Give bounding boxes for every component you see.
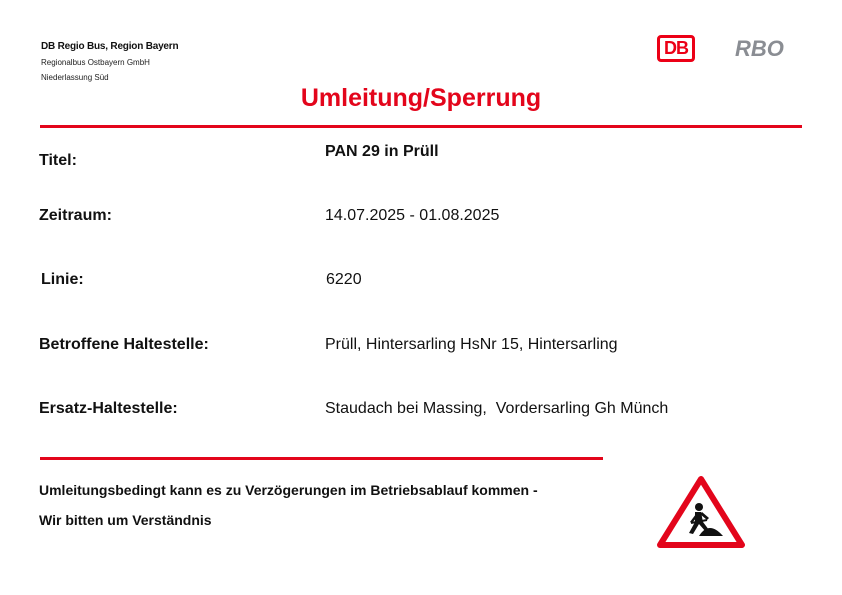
notice-line-1: Umleitungsbedingt kann es zu Verzögerungen im Betriebsablauf kommen - — [39, 482, 538, 498]
branch-name: Niederlassung Süd — [41, 73, 109, 82]
roadworks-warning-icon — [657, 476, 745, 548]
titel-label: Titel: — [39, 152, 77, 169]
company-name: DB Regio Bus, Region Bayern — [41, 41, 179, 52]
divider-top — [40, 125, 802, 128]
linie-value: 6220 — [326, 271, 362, 288]
linie-label: Linie: — [41, 271, 84, 288]
rbo-logo: RBO — [735, 36, 784, 61]
divider-middle — [40, 457, 603, 460]
page-title: Umleitung/Sperrung — [300, 84, 542, 112]
db-logo: DB — [657, 35, 695, 62]
ersatz-haltestelle-value: Staudach bei Massing, Vordersarling Gh Münch — [325, 400, 669, 417]
betroffene-haltestelle-value: Prüll, Hintersarling HsNr 15, Hintersarling — [325, 336, 618, 353]
notice-line-2: Wir bitten um Verständnis — [39, 512, 212, 528]
subsidiary-name: Regionalbus Ostbayern GmbH — [41, 58, 150, 67]
ersatz-haltestelle-label: Ersatz-Haltestelle: — [39, 400, 178, 417]
zeitraum-label: Zeitraum: — [39, 207, 112, 224]
betroffene-haltestelle-label: Betroffene Haltestelle: — [39, 336, 209, 353]
zeitraum-value: 14.07.2025 - 01.08.2025 — [325, 207, 500, 224]
titel-value: PAN 29 in Prüll — [325, 143, 439, 160]
